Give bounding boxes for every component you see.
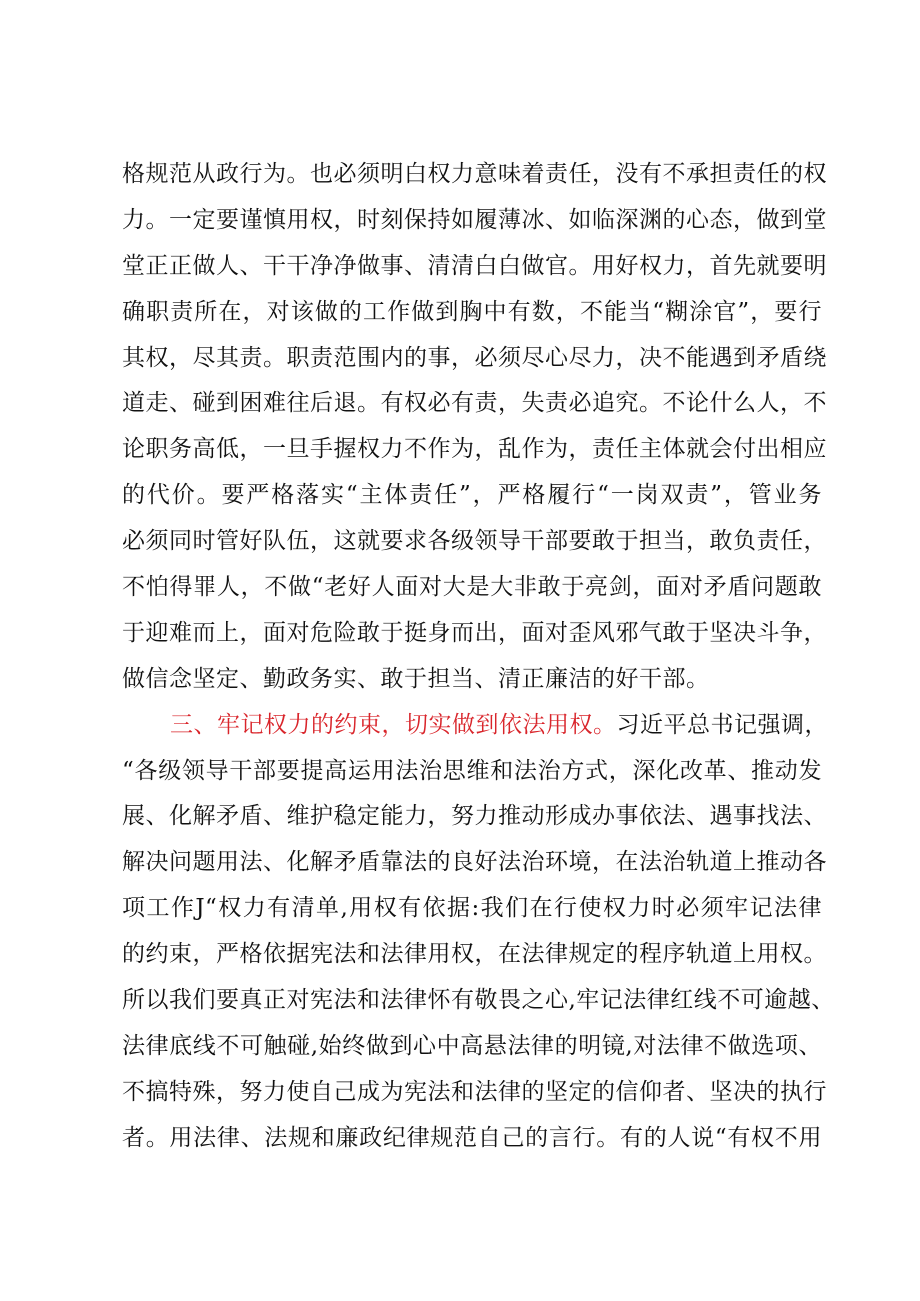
paragraph-line: 于迎难而上，面对危险敢于挺身而出，面对歪风邪气敢于坚决斗争，	[122, 619, 827, 646]
paragraph-line: 力。一定要谨慎用权，时刻保持如履薄冰、如临深渊的心态，做到堂	[122, 206, 827, 233]
section-heading: 三、牢记权力的约束，切实做到依法用权。	[170, 711, 617, 738]
paragraph-line: 格规范从政行为。也必须明白权力意味着责任，没有不承担责任的权	[122, 161, 827, 187]
paragraph-line: “各级领导干部要提高运用法治思维和法治方式，深化改革、推动发	[122, 757, 822, 784]
paragraph-line: 的约束，严格依据宪法和法律用权，在法律规定的程序轨道上用权。	[122, 941, 827, 968]
paragraph-line: 其权，尽其责。职责范围内的事，必须尽心尽力，决不能遇到矛盾绕	[122, 344, 827, 371]
paragraph-line: 者。用法律、法规和廉政纪律规范自己的言行。有的人说“有权不用	[122, 1124, 822, 1151]
section-heading-line	[122, 703, 828, 749]
paragraph-line: 做信念坚定、勤政务实、敢于担当、清正廉洁的好干部。	[122, 665, 710, 692]
paragraph-line: 法律底线不可触碰,始终做到心中高悬法律的明镜,对法律不做选项、	[122, 1032, 822, 1059]
paragraph-line: 的代价。要严格落实“主体责任”，严格履行“一岗双责”，管业务	[122, 482, 822, 509]
paragraph-line: 展、化解矛盾、维护稳定能力，努力推动形成办事依法、遇事找法、	[122, 803, 827, 830]
paragraph-line: 道走、碰到困难往后退。有权必有责，失责必追究。不论什么人，不	[122, 390, 827, 417]
paragraph-line: 项工作J“权力有清单,用权有依据:我们在行使权力时必须牢记法律	[122, 895, 822, 922]
heading-line-rest: 习近平总书记强调，	[616, 711, 828, 738]
paragraph-line: 论职务高低，一旦手握权力不作为，乱作为，责任主体就会付出相应	[122, 436, 827, 463]
paragraph-line: 解决问题用法、化解矛盾靠法的良好法治环境，在法治轨道上推动各	[122, 849, 827, 876]
paragraph-line: 所以我们要真正对宪法和法律怀有敬畏之心,牢记法律红线不可逾越、	[122, 987, 835, 1014]
paragraph-line: 不搞特殊，努力使自己成为宪法和法律的坚定的信仰者、坚决的执行	[122, 1078, 827, 1105]
paragraph-line: 必须同时管好队伍，这就要求各级领导干部要敢于担当，敢负责任，	[122, 528, 827, 555]
paragraph-line: 堂正正做人、干干净净做事、清清白白做官。用好权力，首先就要明	[122, 252, 827, 279]
paragraph-line: 不怕得罪人，不做“老好人面对大是大非敢于亮剑，面对矛盾问题敢	[122, 574, 822, 601]
paragraph-line: 确职责所在，对该做的工作做到胸中有数，不能当“糊涂官”，要行	[122, 298, 822, 325]
document-body	[122, 152, 835, 1162]
